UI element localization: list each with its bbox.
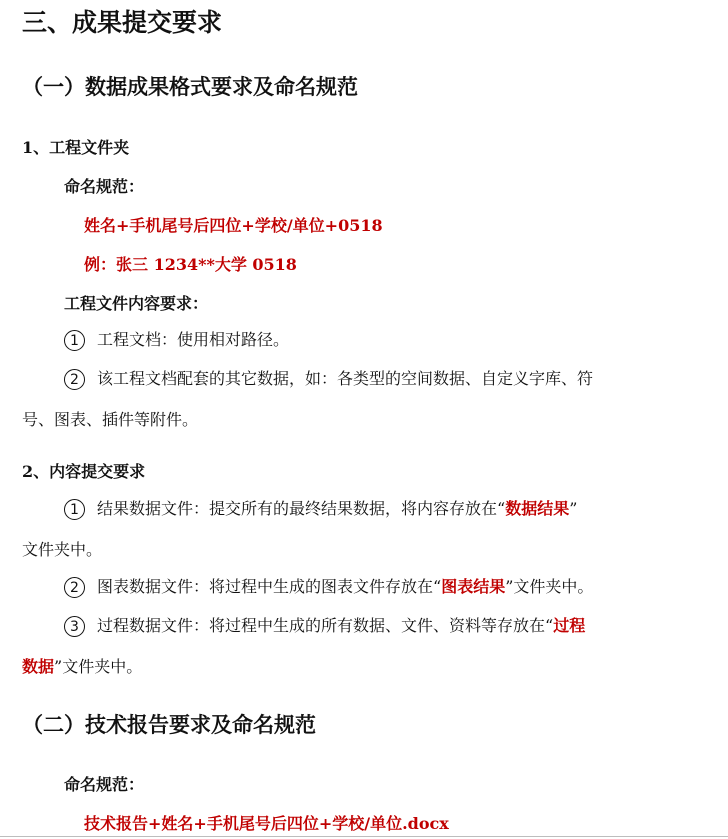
submission-req-3-continued (22, 657, 142, 676)
folder-name-data-results: 数据结果 (505, 499, 570, 518)
submission-req-2-suffix: ”文件夹中。 (505, 577, 594, 596)
subsection-title-technical-report: （二）技术报告要求及命名规范 (22, 712, 316, 737)
circled-number-2: 2 (64, 369, 85, 390)
submission-req-1-text: 结果数据文件：提交所有的最终结果数据，将内容存放在“ (97, 499, 506, 518)
submission-req-1-continued: 文件夹中。 (22, 540, 103, 559)
naming-example: 例：张三 1234**大学 0518 (84, 255, 297, 274)
requirement-2-text: 该工程文档配套的其它数据，如：各类型的空间数据、自定义字库、符 (97, 369, 594, 388)
subsection-title-data-format: （一）数据成果格式要求及命名规范 (22, 74, 358, 99)
circled-number-1: 1 (64, 499, 85, 520)
submission-req-2 (64, 577, 593, 598)
folder-name-chart-results: 图表结果 (441, 577, 506, 596)
requirement-1 (64, 330, 289, 351)
requirement-1-text: 工程文档：使用相对路径。 (97, 330, 290, 349)
circled-number-3: 3 (64, 616, 85, 637)
submission-req-2-text: 图表数据文件：将过程中生成的图表文件存放在“ (97, 577, 442, 596)
report-naming-rule: 技术报告+姓名+手机尾号后四位+学校/单位.docx (84, 814, 449, 833)
naming-rule: 姓名+手机尾号后四位+学校/单位+0518 (84, 216, 383, 235)
submission-req-1 (64, 499, 577, 520)
folder-name-process-part1: 过程 (553, 616, 586, 635)
naming-label: 命名规范： (64, 177, 145, 196)
folder-name-process-part2: 数据 (22, 657, 55, 676)
circled-number-1: 1 (64, 330, 85, 351)
submission-req-3-suffix: ”文件夹中。 (54, 657, 143, 676)
requirement-2 (64, 369, 593, 390)
submission-req-3-text: 过程数据文件：将过程中生成的所有数据、文件、资料等存放在“ (97, 616, 554, 635)
submission-req-3 (64, 616, 585, 637)
page-bottom-divider (0, 836, 728, 837)
section-title: 三、成果提交要求 (22, 8, 223, 37)
circled-number-2: 2 (64, 577, 85, 598)
requirement-2-continued: 号、图表、插件等附件。 (22, 410, 199, 429)
item-title-content-submission: 2、内容提交要求 (22, 462, 146, 481)
quote-close: ” (569, 499, 578, 518)
content-requirements-label: 工程文件内容要求： (64, 294, 209, 313)
item-title-project-folder: 1、工程文件夹 (22, 138, 130, 157)
report-naming-label: 命名规范： (64, 775, 145, 794)
